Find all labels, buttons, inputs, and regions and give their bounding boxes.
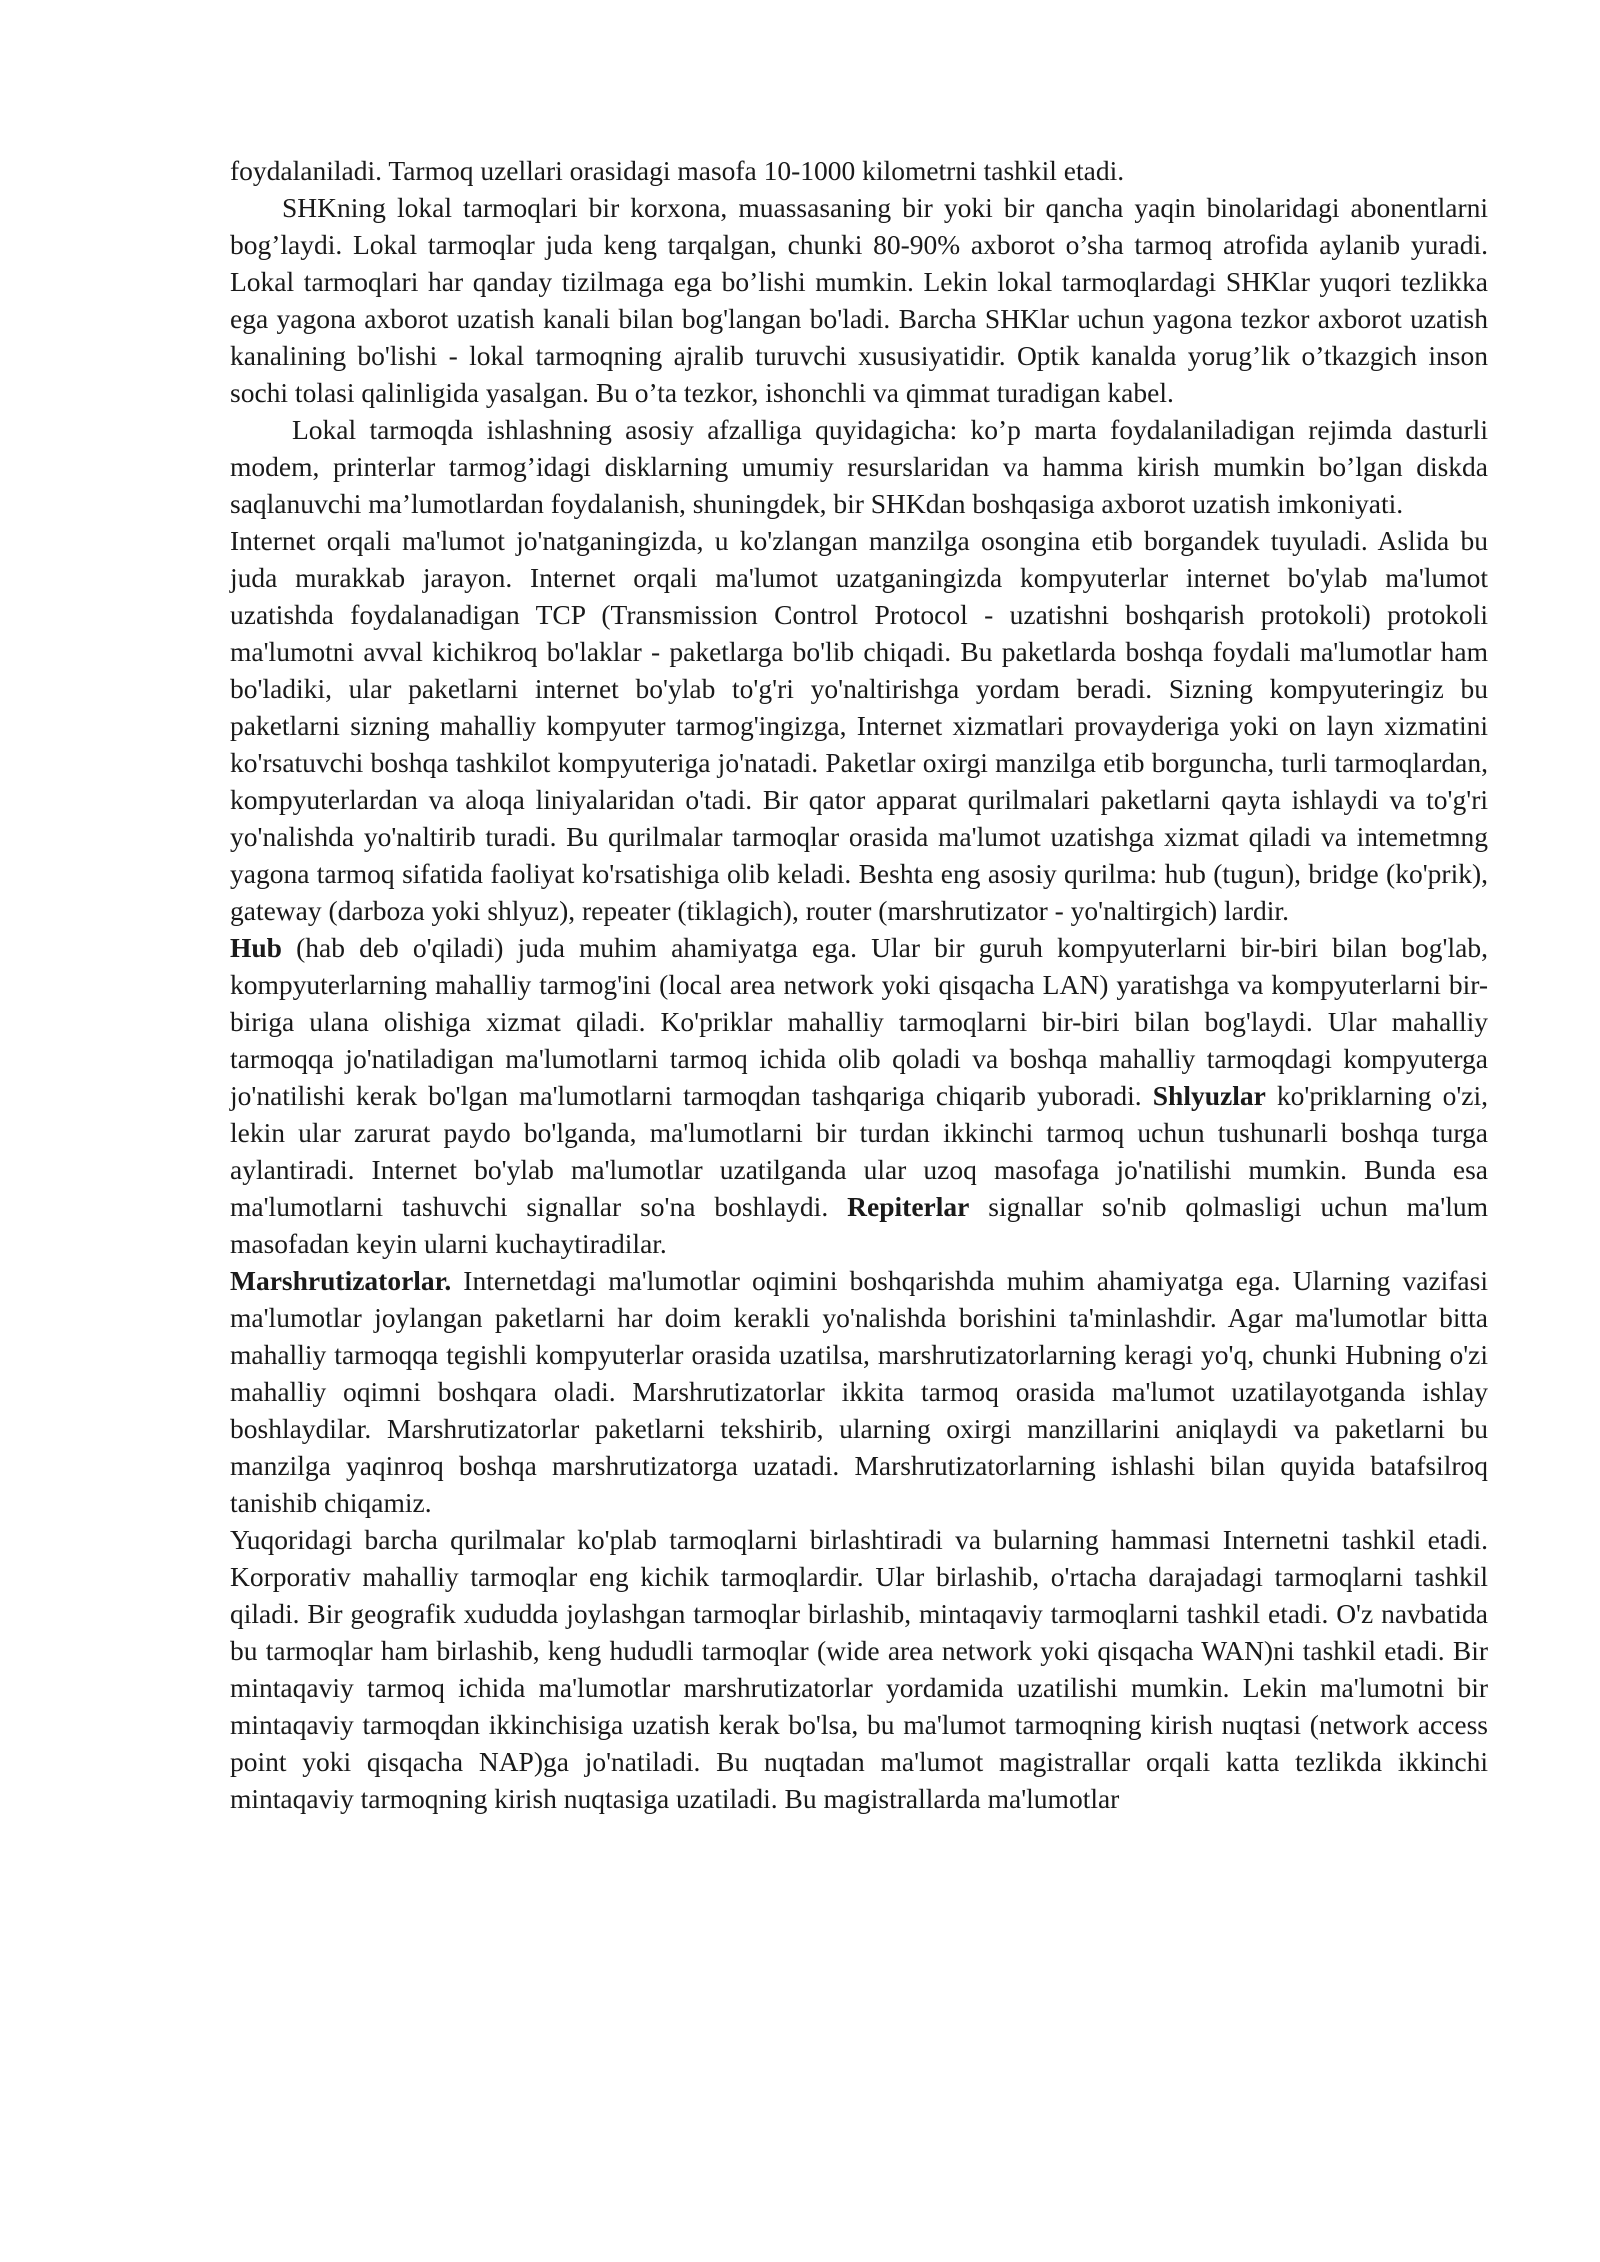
- term-hub: Hub: [230, 932, 282, 963]
- paragraph-routers: [230, 1262, 1488, 1521]
- term-shlyuzlar: Shlyuzlar: [1152, 1080, 1266, 1111]
- paragraph-internet-transfer: Internet orqali ma'lumot jo'natganingizda, u ko'zlangan manzilga osongina etib borgandek tuyuladi. Aslida bu juda murakkab jarayon. Internet orqali ma'lumot uzatganingizda kompyuterlar internet bo'ylab ma'lumot uzatishda foydalanadigan TCP (Transmission Control Protocol - uzatishni boshqarish protokoli) protokoli ma'lumotni avval kichikroq bo'laklar - paketlarga bo'lib chiqadi. Bu paketlarda boshqa foydali ma'lumotlar ham bo'ladiki, ular paketlarni internet bo'ylab to'g'ri yo'naltirishga yordam beradi. Sizning kompyuteringiz bu paketlarni sizning mahalliy kompyuter tarmog'ingizga, Internet xizmatlari provayderiga yoki on layn xizmatini ko'rsatuvchi boshqa tashkilot kompyuteriga jo'natadi. Paketlar oxirgi manzilga etib borguncha, turli tarmoqlardan, kompyuterlardan va aloqa liniyalaridan o'tadi. Bir qator apparat qurilmalari paketlarni qayta ishlaydi va to'g'ri yo'nalishda yo'naltirib turadi. Bu qurilmalar tarmoqlar orasida ma'lumot uzatishga xizmat qiladi va intemetmng yagona tarmoq sifatida faoliyat ko'rsatishiga olib keladi. Beshta eng asosiy qurilma: hub (tugun), bridge (ko'prik), gateway (darboza yoki shlyuz), repeater (tiklagich), router (marshrutizator - yo'naltirgich) lardir.: [230, 525, 1488, 926]
- paragraph-hub-text-c: signallar so'nib qolmasligi uchun ma'lum masofadan keyin ularni kuchaytiradilar.: [230, 1191, 1488, 1259]
- term-repiterlar: Repiterlar: [847, 1191, 970, 1222]
- paragraph-network-hierarchy: Yuqoridagi barcha qurilmalar ko'plab tarmoqlarni birlashtiradi va bularning hammasi Internetni tashkil etadi. Korporativ mahalliy tarmoqlar eng kichik tarmoqlardir. Ular birlashib, o'rtacha darajadagi tarmoqlarni tashkil qiladi. Bir geografik xududda joylashgan tarmoqlar birlashib, mintaqaviy tarmoqlarni tashkil etadi. O'z navbatida bu tarmoqlar ham birlashib, keng hududli tarmoqlar (wide area network yoki qisqacha WAN)ni tashkil etadi. Bir mintaqaviy tarmoq ichida ma'lumotlar marshrutizatorlar yordamida uzatilishi mumkin. Lekin ma'lumotni bir mintaqaviy tarmoqdan ikkinchisiga uzatish kerak bo'lsa, bu ma'lumot tarmoqning kirish nuqtasi (network access point yoki qisqacha NAP)ga jo'natiladi. Bu nuqtadan ma'lumot magistrallar orqali katta tezlikda ikkinchi mintaqaviy tarmoqning kirish nuqtasiga uzatiladi. Bu magistrallarda ma'lumotlar: [230, 1524, 1488, 1814]
- paragraph-continuation: foydalaniladi. Tarmoq uzellari orasidagi masofa 10-1000 kilometrni tashkil etadi.: [230, 155, 1125, 186]
- document-page: [230, 152, 1488, 1817]
- paragraph-shk-local-networks: SHKning lokal tarmoqlari bir korxona, muassasaning bir yoki bir qancha yaqin binolaridagi abonentlarni bog’laydi. Lokal tarmoqlar juda keng tarqalgan, chunki 80-90% axborot o’sha tarmoq atrofida aylanib yuradi. Lokal tarmoqlari har qanday tizilmaga ega bo’lishi mumkin. Lekin lokal tarmoqlardagi SHKlar yuqori tezlikka ega yagona axborot uzatish kanali bilan bog'langan bo'ladi. Barcha SHKlar uchun yagona tezkor axborot uzatish kanalining bo'lishi - lokal tarmoqning ajralib turuvchi xususiyatidir. Optik kanalda yorug’lik o’tkazgich inson sochi tolasi qalinligida yasalgan. Bu o’ta tezkor, ishonchli va qimmat turadigan kabel.: [230, 192, 1488, 408]
- paragraph-local-network-advantages: Lokal tarmoqda ishlashning asosiy afzalliga quyidagicha: ko’p marta foydalaniladigan rejimda dasturli modem, printerlar tarmog’idagi disklarning umumiy resurslaridan va hamma kirish mumkin bo’lgan diskda saqlanuvchi ma’lumotlardan foydalanish, shuningdek, bir SHKdan boshqasiga axborot uzatish imkoniyati.: [230, 414, 1488, 519]
- term-marshrutizatorlar: Marshrutizatorlar.: [230, 1265, 452, 1296]
- paragraph-hub-text-a: (hab deb o'qiladi) juda muhim ahamiyatga ega. Ular bir guruh kompyuterlarni bir-biri bilan bog'lab, kompyuterlarning mahalliy tarmog'ini (local area network yoki qisqacha LAN) yaratishga va kompyuterlarni bir-biriga ulana olishiga xizmat qiladi. Ko'priklar mahalliy tarmoqlarni bir-biri bilan bog'laydi. Ular mahalliy tarmoqqa jo'natiladigan ma'lumotlarni tarmoq ichida olib qoladi va boshqa mahalliy tarmoqdagi kompyuterga jo'natilishi kerak bo'lgan ma'lumotlarni tarmoqdan tashqariga chiqarib yuboradi.: [230, 932, 1488, 1111]
- paragraph-hub-text-b: ko'priklarning o'zi, lekin ular zarurat paydo bo'lganda, ma'lumotlarni bir turdan ikkinchi tarmoq uchun tushunarli boshqa turga aylantiradi. Internet bo'ylab ma'lumotlar uzatilganda ular uzoq masofaga jo'natilishi mumkin. Bunda esa ma'lumotlarni tashuvchi signallar so'na boshlaydi.: [230, 1080, 1488, 1222]
- paragraph-routers-text: Internetdagi ma'lumotlar oqimini boshqarishda muhim ahamiyatga ega. Ularning vazifasi ma'lumotlar joylangan paketlarni har doim kerakli yo'nalishda borishini ta'minlashdir. Agar ma'lumotlar bitta mahalliy tarmoqqa tegishli kompyuterlar orasida uzatilsa, marshrutizatorlarning keragi yo'q, chunki Hubning o'zi mahalliy oqimni boshqara oladi. Marshrutizatorlar ikkita tarmoq orasida ma'lumot uzatilayotganda ishlay boshlaydilar. Marshrutizatorlar paketlarni tekshirib, ularning oxirgi manzillarini aniqlaydi va paketlarni bu manzilga yaqinroq boshqa marshrutizatorga uzatadi. Marshrutizatorlarning ishlashi bilan quyida batafsilroq tanishib chiqamiz.: [230, 1265, 1488, 1518]
- paragraph-hub: [230, 929, 1488, 1262]
